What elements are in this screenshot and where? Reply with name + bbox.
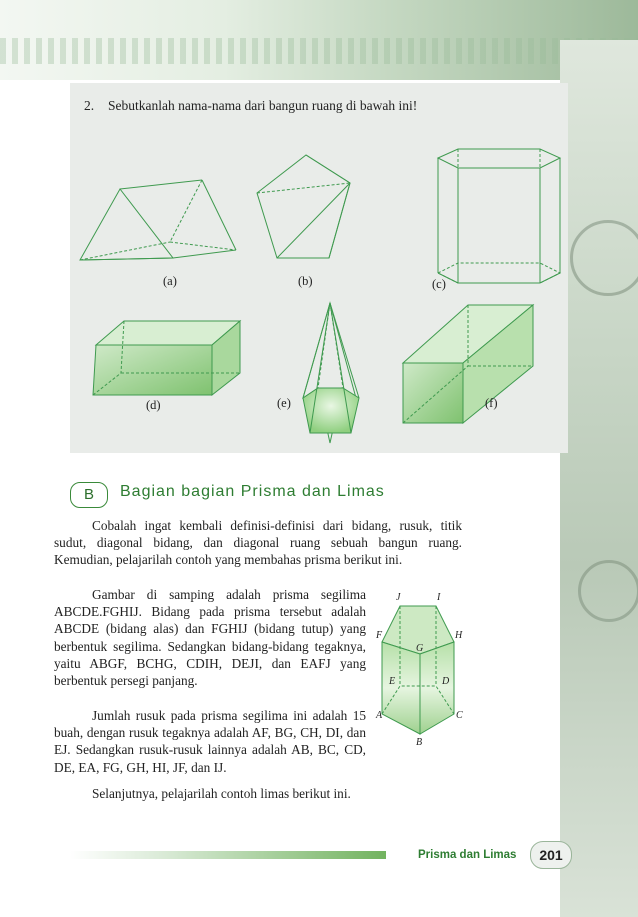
figure-label-f: (f) [485,396,498,410]
section-letter-badge: B [70,482,108,508]
question-text: Sebutkanlah nama-nama dari bangun ruang di bawah ini! [108,98,418,113]
paragraph-next-text: Selanjutnya, pelajarilah contoh limas berikut ini. [92,786,351,801]
pentagonal-prism-figure [372,590,472,750]
question-number: 2. [84,98,95,113]
vertex-label-J: J [396,592,401,603]
footer-bar [70,851,386,859]
vertex-label-G: G [416,643,424,654]
decorative-side-image [560,40,638,917]
vertex-label-H: H [455,630,463,641]
vertex-label-B: B [416,737,423,748]
paragraph-edges-text: Jumlah rusuk pada prisma segilima ini adalah 15 buah, dengan rusuk tegaknya adalah AF, BG, CH, DI, dan EJ. Sedangkan rusuk-rusuk lainnya adalah AB, BC, CD, DE, EA, FG, GH, HI, JF, dan IJ. [54,708,366,775]
figure-label-c: (c) [432,277,446,291]
paragraph-prism-text: Gambar di samping adalah prisma segilima ABCDE.FGHIJ. Bidang pada prisma tersebut adalah ABCDE (bidang alas) dan FGHIJ (bidang tutup) yang berbentuk segilima. Sedangkan bidang-bidang tegaknya, yaitu ABGF, BCHG, CDIH, DEJI, dan EAFJ yang berbentuk persegi panjang. [54,587,366,689]
vertex-label-I: I [437,592,441,603]
page-number: 201 [530,841,572,869]
figure-label-d: (d) [146,398,161,412]
figure-d-prism [93,321,240,395]
section-title: Bagian bagian Prisma dan Limas [120,483,385,500]
vertex-label-F: F [376,630,383,641]
figure-f-cuboid [403,305,533,423]
paragraph-intro [54,517,462,569]
vertex-label-D: D [442,676,450,687]
paragraph-next [54,785,462,802]
vertex-label-C: C [456,710,463,721]
vertex-label-E: E [389,676,396,687]
figure-label-a: (a) [163,274,177,288]
figure-b-pyramid [257,155,350,258]
vertex-label-A: A [376,710,383,721]
figure-e-pyramid [303,303,359,443]
paragraph-intro-text: Cobalah ingat kembali definisi-definisi dari bidang, rusuk, titik sudut, diagonal bidang, dan diagonal ruang sebuah bangun ruang. Kemudian, pelajarilah contoh yang membahas prisma berikut ini. [54,518,462,568]
paragraph-edges [54,707,366,776]
paragraph-prism [54,586,366,689]
header-stripe [0,38,638,64]
figure-label-b: (b) [298,274,313,288]
figure-label-e: (e) [277,396,291,410]
footer-chapter-title: Prisma dan Limas [418,849,517,861]
figure-a-triangular-prism [80,180,236,260]
figure-c-hexagonal-prism [438,149,560,283]
